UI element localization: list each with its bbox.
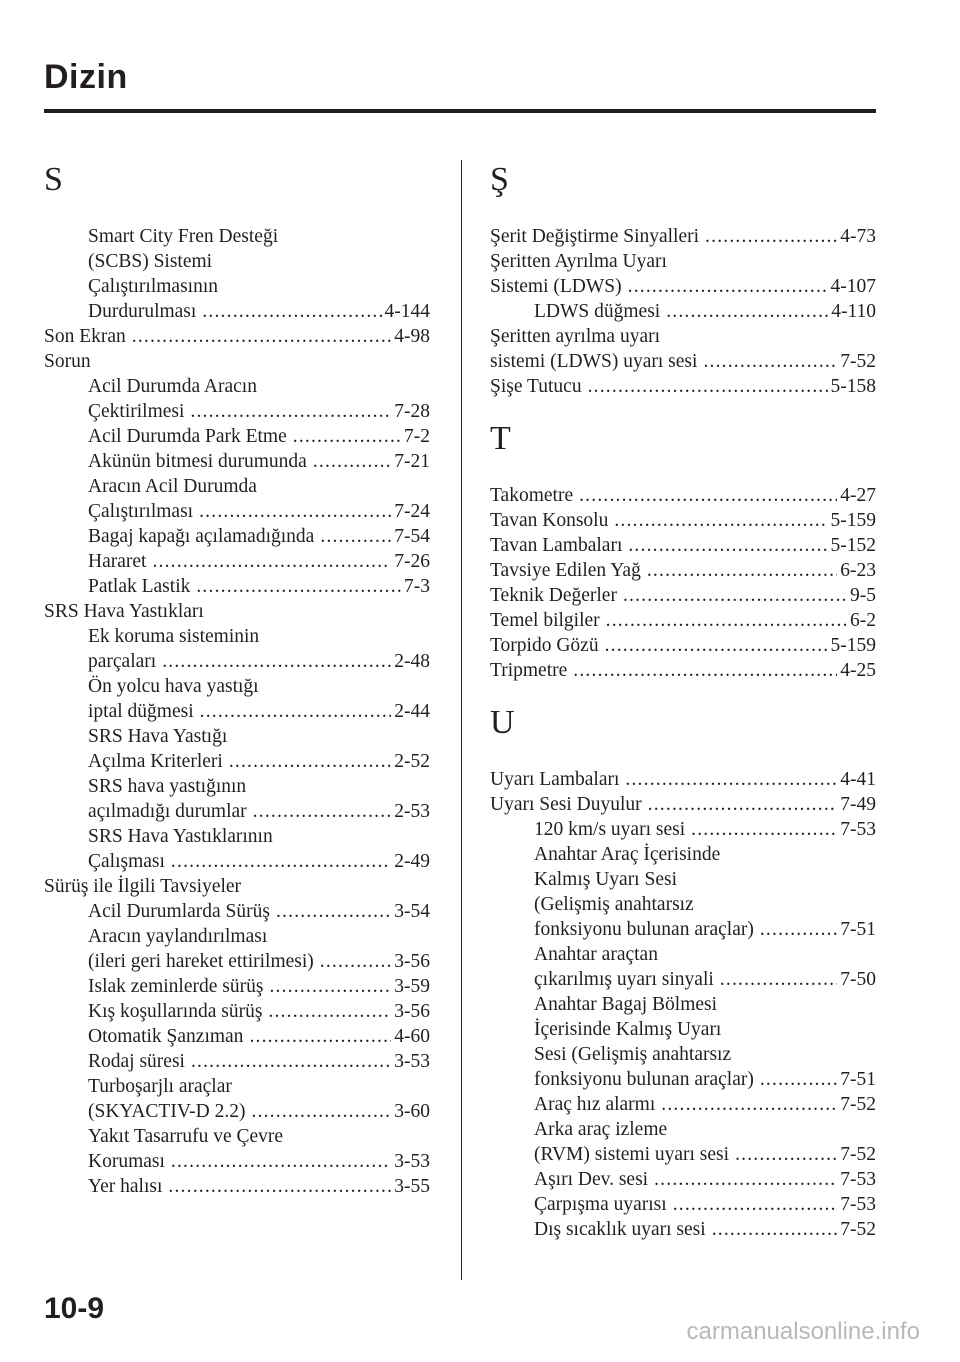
dot-leader bbox=[132, 324, 391, 349]
entry-text: sistemi (LDWS) uyarı sesi bbox=[490, 351, 698, 372]
entry-page-ref: 3-53 bbox=[394, 1151, 430, 1172]
index-entry bbox=[490, 1142, 876, 1167]
entry-page-ref: 4-60 bbox=[394, 1026, 430, 1047]
index-entry bbox=[44, 999, 430, 1024]
index-entry bbox=[44, 549, 430, 574]
entry-text: Otomatik Şanzıman bbox=[88, 1026, 244, 1047]
dot-leader bbox=[253, 799, 392, 824]
dot-leader bbox=[661, 1092, 837, 1117]
index-entry bbox=[44, 799, 430, 824]
dot-leader bbox=[648, 792, 838, 817]
dot-leader bbox=[614, 508, 827, 533]
dot-leader bbox=[168, 1174, 391, 1199]
entry-text: Şerit Değiştirme Sinyalleri bbox=[490, 226, 700, 247]
entry-text: Çarpışma uyarısı bbox=[534, 1194, 667, 1215]
index-entry bbox=[490, 224, 876, 249]
index-entry bbox=[490, 1167, 876, 1192]
index-entry bbox=[44, 1074, 430, 1099]
entry-text: Şeritten ayrılma uyarı bbox=[490, 326, 661, 347]
index-entry bbox=[490, 558, 876, 583]
index-entry bbox=[44, 949, 430, 974]
entry-text: Acil Durumlarda Sürüş bbox=[88, 901, 270, 922]
entry-page-ref: 7-3 bbox=[404, 576, 430, 597]
entry-page-ref: 4-110 bbox=[831, 301, 876, 322]
entry-text: çıkarılmış uyarı sinyali bbox=[534, 969, 714, 990]
index-column-left bbox=[44, 160, 430, 1199]
index-entry bbox=[44, 399, 430, 424]
entry-page-ref: 7-53 bbox=[840, 1169, 876, 1190]
entry-page-ref: 7-52 bbox=[840, 351, 876, 372]
entry-text: SRS Hava Yastığı bbox=[88, 726, 228, 747]
dot-leader bbox=[251, 1099, 391, 1124]
index-entry bbox=[44, 674, 430, 699]
index-entry bbox=[44, 299, 430, 324]
entry-page-ref: 4-41 bbox=[840, 769, 876, 790]
entry-page-ref: 2-53 bbox=[394, 801, 430, 822]
entry-text: Son Ekran bbox=[44, 326, 126, 347]
dot-leader bbox=[268, 999, 391, 1024]
entry-text: Uyarı Sesi Duyulur bbox=[490, 794, 642, 815]
entry-text: Koruması bbox=[88, 1151, 165, 1172]
dot-leader bbox=[623, 583, 847, 608]
entry-text: Dış sıcaklık uyarı sesi bbox=[534, 1219, 706, 1240]
dot-leader bbox=[628, 533, 827, 558]
entry-page-ref: 6-23 bbox=[840, 560, 876, 581]
dot-leader bbox=[196, 574, 401, 599]
index-entry bbox=[490, 374, 876, 399]
entry-page-ref: 7-52 bbox=[840, 1094, 876, 1115]
entry-text: SRS hava yastığının bbox=[88, 776, 247, 797]
index-entry bbox=[490, 483, 876, 508]
index-entry bbox=[44, 874, 430, 899]
entry-text: Temel bilgiler bbox=[490, 610, 600, 631]
dot-leader bbox=[199, 499, 391, 524]
index-entry bbox=[44, 1124, 430, 1149]
index-entry bbox=[44, 374, 430, 399]
entry-page-ref: 7-28 bbox=[394, 401, 430, 422]
dot-leader bbox=[625, 767, 837, 792]
entry-text: Çalışması bbox=[88, 851, 165, 872]
index-entry bbox=[44, 449, 430, 474]
index-entry bbox=[490, 1042, 876, 1067]
entry-text: (Gelişmiş anahtarsız bbox=[534, 894, 694, 915]
entry-text: Tripmetre bbox=[490, 660, 568, 681]
index-entry bbox=[490, 1217, 876, 1242]
entry-page-ref: 6-2 bbox=[850, 610, 876, 631]
section-letter: T bbox=[490, 420, 511, 457]
entry-text: Yakıt Tasarrufu ve Çevre bbox=[88, 1126, 284, 1147]
entry-text: Çektirilmesi bbox=[88, 401, 185, 422]
entry-text: Durdurulması bbox=[88, 301, 197, 322]
entry-page-ref: 4-73 bbox=[840, 226, 876, 247]
index-entry bbox=[490, 324, 876, 349]
index-entry bbox=[490, 658, 876, 683]
index-entry bbox=[44, 624, 430, 649]
dot-leader bbox=[200, 699, 392, 724]
entry-text: Şeritten Ayrılma Uyarı bbox=[490, 251, 667, 272]
entry-text: SRS Hava Yastıkları bbox=[44, 601, 204, 622]
dot-leader bbox=[705, 224, 837, 249]
section-letter: Ş bbox=[490, 161, 509, 198]
index-entry bbox=[490, 1017, 876, 1042]
entry-text: Bagaj kapağı açılamadığında bbox=[88, 526, 315, 547]
entry-page-ref: 5-152 bbox=[830, 535, 876, 556]
dot-leader bbox=[605, 633, 828, 658]
dot-leader bbox=[190, 399, 391, 424]
index-entry bbox=[44, 774, 430, 799]
index-entry bbox=[490, 274, 876, 299]
index-entry bbox=[44, 1099, 430, 1124]
dot-leader bbox=[229, 749, 391, 774]
entry-text: parçaları bbox=[88, 651, 157, 672]
entry-page-ref: 4-107 bbox=[830, 276, 876, 297]
entry-text: Sesi (Gelişmiş anahtarsız bbox=[534, 1044, 732, 1065]
entry-page-ref: 7-49 bbox=[840, 794, 876, 815]
dot-leader bbox=[269, 974, 391, 999]
entry-page-ref: 3-54 bbox=[394, 901, 430, 922]
entry-page-ref: 2-44 bbox=[394, 701, 430, 722]
entry-text: Hararet bbox=[88, 551, 147, 572]
dot-leader bbox=[171, 849, 391, 874]
dot-leader bbox=[320, 949, 391, 974]
entry-text: Arka araç izleme bbox=[534, 1119, 668, 1140]
entry-text: Yer halısı bbox=[88, 1176, 163, 1197]
dot-leader bbox=[647, 558, 837, 583]
dot-leader bbox=[276, 899, 391, 924]
index-entry bbox=[490, 299, 876, 324]
entry-page-ref: 4-98 bbox=[394, 326, 430, 347]
dot-leader bbox=[712, 1217, 838, 1242]
dot-leader bbox=[654, 1167, 837, 1192]
entry-page-ref: 5-158 bbox=[830, 376, 876, 397]
index-entry bbox=[490, 633, 876, 658]
dot-leader bbox=[320, 524, 391, 549]
dot-leader bbox=[735, 1142, 837, 1167]
index-entry bbox=[490, 767, 876, 792]
index-entry bbox=[490, 349, 876, 374]
entry-text: (SCBS) Sistemi bbox=[88, 251, 213, 272]
entry-page-ref: 3-56 bbox=[394, 951, 430, 972]
dot-leader bbox=[760, 1067, 837, 1092]
entry-text: Acil Durumda Aracın bbox=[88, 376, 257, 397]
entry-page-ref: 3-53 bbox=[394, 1051, 430, 1072]
entry-text: SRS Hava Yastıklarının bbox=[88, 826, 273, 847]
entry-text: Sürüş ile İlgili Tavsiyeler bbox=[44, 876, 242, 897]
watermark: carmanualsonline.info bbox=[686, 1318, 920, 1345]
dot-leader bbox=[628, 274, 828, 299]
dot-leader bbox=[588, 374, 828, 399]
entry-page-ref: 7-21 bbox=[394, 451, 430, 472]
entry-text: Patlak Lastik bbox=[88, 576, 191, 597]
entry-page-ref: 4-25 bbox=[840, 660, 876, 681]
entry-page-ref: 5-159 bbox=[830, 635, 876, 656]
entry-text: Aracın yaylandırılması bbox=[88, 926, 268, 947]
entry-text: Teknik Değerler bbox=[490, 585, 617, 606]
entry-page-ref: 7-52 bbox=[840, 1144, 876, 1165]
entry-page-ref: 3-59 bbox=[394, 976, 430, 997]
index-entry bbox=[490, 1192, 876, 1217]
index-entry bbox=[44, 924, 430, 949]
entry-text: Araç hız alarmı bbox=[534, 1094, 656, 1115]
entry-page-ref: 7-53 bbox=[840, 819, 876, 840]
entry-text: (ileri geri hareket ettirilmesi) bbox=[88, 951, 314, 972]
index-entry bbox=[490, 892, 876, 917]
index-entry bbox=[44, 899, 430, 924]
entry-page-ref: 7-2 bbox=[404, 426, 430, 447]
entry-text: fonksiyonu bulunan araçlar) bbox=[534, 1069, 754, 1090]
index-entry bbox=[490, 1092, 876, 1117]
index-entry bbox=[44, 1149, 430, 1174]
entry-page-ref: 7-24 bbox=[394, 501, 430, 522]
dot-leader bbox=[691, 817, 837, 842]
index-entry bbox=[44, 324, 430, 349]
index-entry bbox=[490, 967, 876, 992]
index-entry bbox=[490, 917, 876, 942]
entry-text: Anahtar Bagaj Bölmesi bbox=[534, 994, 718, 1015]
entry-page-ref: 2-52 bbox=[394, 751, 430, 772]
index-entry bbox=[490, 533, 876, 558]
index-entry bbox=[490, 1117, 876, 1142]
index-section bbox=[490, 160, 876, 399]
dot-leader bbox=[293, 424, 401, 449]
index-entry bbox=[44, 824, 430, 849]
index-entry bbox=[490, 608, 876, 633]
entry-text: Acil Durumda Park Etme bbox=[88, 426, 287, 447]
entry-page-ref: 4-27 bbox=[840, 485, 876, 506]
entry-text: Şişe Tutucu bbox=[490, 376, 582, 397]
entry-text: Tavsiye Edilen Yağ bbox=[490, 560, 641, 581]
entry-text: (SKYACTIV-D 2.2) bbox=[88, 1101, 246, 1122]
entry-text: Ek koruma sisteminin bbox=[88, 626, 260, 647]
entry-page-ref: 7-51 bbox=[840, 1069, 876, 1090]
index-entry bbox=[44, 249, 430, 274]
header-rule bbox=[44, 109, 876, 113]
index-column-right bbox=[490, 160, 876, 1242]
entry-page-ref: 7-54 bbox=[394, 526, 430, 547]
entry-text: Sistemi (LDWS) bbox=[490, 276, 622, 297]
entry-text: Kalmış Uyarı Sesi bbox=[534, 869, 677, 890]
index-entry bbox=[490, 842, 876, 867]
index-entry bbox=[490, 867, 876, 892]
dot-leader bbox=[666, 299, 828, 324]
dot-leader bbox=[673, 1192, 838, 1217]
index-section bbox=[44, 160, 430, 1199]
index-section bbox=[490, 703, 876, 1242]
entry-text: Aracın Acil Durumda bbox=[88, 476, 257, 497]
entry-text: Anahtar Araç İçerisinde bbox=[534, 844, 721, 865]
section-letter: U bbox=[490, 704, 515, 741]
index-entry bbox=[490, 249, 876, 274]
dot-leader bbox=[171, 1149, 391, 1174]
entry-text: açılmadığı durumlar bbox=[88, 801, 247, 822]
dot-leader bbox=[760, 917, 837, 942]
index-entry bbox=[490, 583, 876, 608]
entry-text: Rodaj süresi bbox=[88, 1051, 185, 1072]
entry-page-ref: 7-51 bbox=[840, 919, 876, 940]
column-divider bbox=[461, 160, 462, 1280]
index-entry bbox=[44, 274, 430, 299]
index-entry bbox=[490, 792, 876, 817]
entry-text: 120 km/s uyarı sesi bbox=[534, 819, 686, 840]
entry-text: iptal düğmesi bbox=[88, 701, 194, 722]
entry-text: (RVM) sistemi uyarı sesi bbox=[534, 1144, 730, 1165]
entry-text: Smart City Fren Desteği bbox=[88, 226, 279, 247]
index-entry bbox=[490, 817, 876, 842]
entry-page-ref: 3-56 bbox=[394, 1001, 430, 1022]
index-entry bbox=[44, 474, 430, 499]
entry-page-ref: 3-60 bbox=[394, 1101, 430, 1122]
entry-page-ref: 5-159 bbox=[830, 510, 876, 531]
index-entry bbox=[44, 224, 430, 249]
dot-leader bbox=[191, 1049, 391, 1074]
index-entry bbox=[490, 942, 876, 967]
entry-text: LDWS düğmesi bbox=[534, 301, 661, 322]
dot-leader bbox=[313, 449, 391, 474]
entry-text: Anahtar araçtan bbox=[534, 944, 658, 965]
index-entry bbox=[44, 974, 430, 999]
index-entry bbox=[490, 1067, 876, 1092]
entry-text: Uyarı Lambaları bbox=[490, 769, 620, 790]
index-entry bbox=[44, 1049, 430, 1074]
index-entry bbox=[44, 1174, 430, 1199]
index-entry bbox=[44, 849, 430, 874]
entry-page-ref: 7-26 bbox=[394, 551, 430, 572]
dot-leader bbox=[703, 349, 837, 374]
dot-leader bbox=[720, 967, 837, 992]
page-number: 10-9 bbox=[44, 1292, 105, 1325]
index-entry bbox=[44, 749, 430, 774]
dot-leader bbox=[249, 1024, 391, 1049]
index-entry bbox=[44, 424, 430, 449]
index-entry bbox=[44, 1024, 430, 1049]
entry-page-ref: 2-49 bbox=[394, 851, 430, 872]
index-entry bbox=[44, 574, 430, 599]
entry-text: Akünün bitmesi durumunda bbox=[88, 451, 307, 472]
index-entry bbox=[44, 724, 430, 749]
entry-page-ref: 3-55 bbox=[394, 1176, 430, 1197]
entry-text: Kış koşullarında sürüş bbox=[88, 1001, 263, 1022]
dot-leader bbox=[162, 649, 391, 674]
index-entry bbox=[44, 524, 430, 549]
dot-leader bbox=[202, 299, 381, 324]
index-entry bbox=[44, 649, 430, 674]
entry-page-ref: 2-48 bbox=[394, 651, 430, 672]
index-entry bbox=[44, 699, 430, 724]
entry-text: Torpido Gözü bbox=[490, 635, 599, 656]
entry-text: Ön yolcu hava yastığı bbox=[88, 676, 259, 697]
index-entry bbox=[44, 349, 430, 374]
entry-text: Takometre bbox=[490, 485, 574, 506]
entry-text: Islak zeminlerde sürüş bbox=[88, 976, 264, 997]
entry-text: İçerisinde Kalmış Uyarı bbox=[534, 1019, 722, 1040]
dot-leader bbox=[579, 483, 837, 508]
entry-text: Çalıştırılmasının bbox=[88, 276, 218, 297]
index-entry bbox=[490, 508, 876, 533]
page-title: Dizin bbox=[44, 58, 128, 96]
entry-page-ref: 4-144 bbox=[384, 301, 430, 322]
entry-text: Aşırı Dev. sesi bbox=[534, 1169, 649, 1190]
entry-text: Tavan Konsolu bbox=[490, 510, 609, 531]
index-entry bbox=[44, 499, 430, 524]
index-entry bbox=[490, 992, 876, 1017]
entry-text: Çalıştırılması bbox=[88, 501, 194, 522]
entry-text: Açılma Kriterleri bbox=[88, 751, 223, 772]
dot-leader bbox=[573, 658, 837, 683]
index-entry bbox=[44, 599, 430, 624]
entry-page-ref: 7-52 bbox=[840, 1219, 876, 1240]
entry-text: Turboşarjlı araçlar bbox=[88, 1076, 232, 1097]
entry-text: Sorun bbox=[44, 351, 91, 372]
dot-leader bbox=[606, 608, 847, 633]
index-section bbox=[490, 419, 876, 683]
entry-text: Tavan Lambaları bbox=[490, 535, 623, 556]
entry-text: fonksiyonu bulunan araçlar) bbox=[534, 919, 754, 940]
section-letter: S bbox=[44, 161, 63, 198]
entry-page-ref: 7-53 bbox=[840, 1194, 876, 1215]
entry-page-ref: 7-50 bbox=[840, 969, 876, 990]
entry-page-ref: 9-5 bbox=[850, 585, 876, 606]
dot-leader bbox=[152, 549, 391, 574]
